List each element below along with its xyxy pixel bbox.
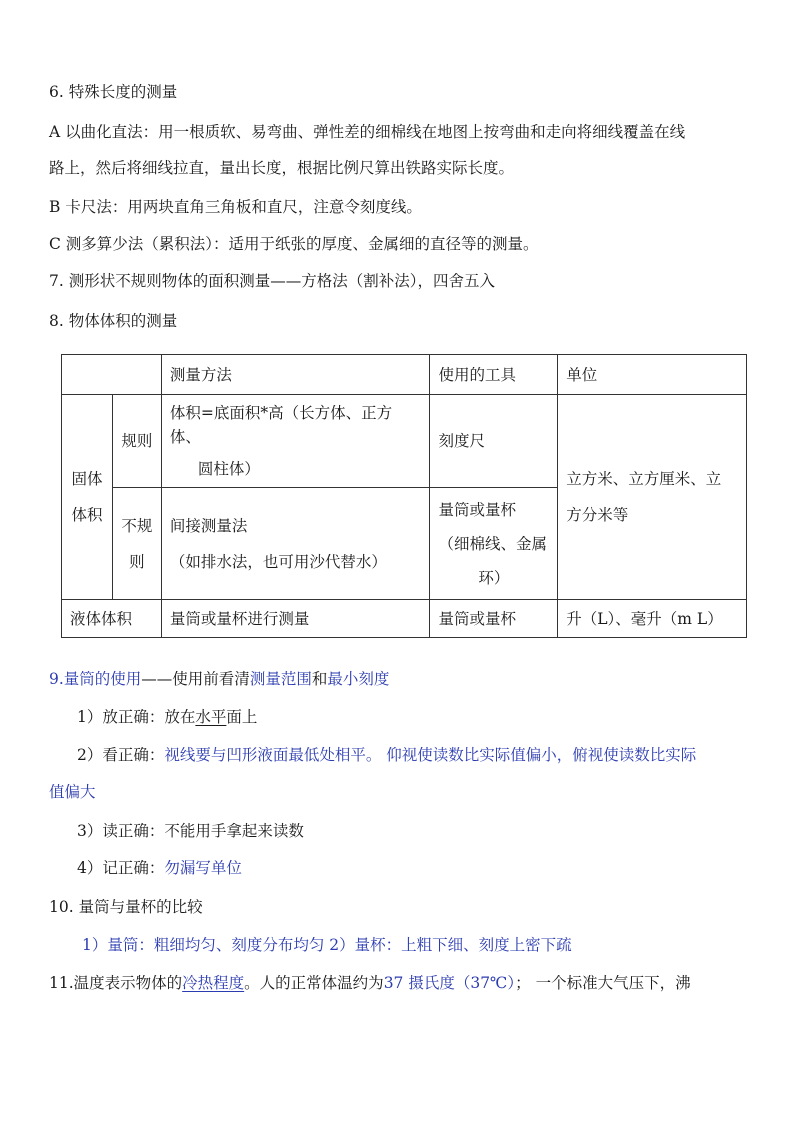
- liquid-method: 量筒或量杯进行测量: [161, 600, 430, 638]
- section-9-item-4: [77, 857, 242, 879]
- liquid-unit: 升（L）、毫升（m L）: [558, 600, 747, 638]
- volume-table: [61, 354, 747, 638]
- s9-t4: 和: [311, 670, 328, 688]
- table-row-liquid: [62, 600, 747, 638]
- regular-tool: 刻度尺: [430, 395, 558, 488]
- s9-t3: 测量范围: [249, 670, 312, 688]
- irregular-tool-line-3: 环）: [478, 568, 510, 587]
- section-9-item-1: [77, 706, 257, 728]
- irregular-method-line-2: （如排水法，也可用沙代替水）: [169, 552, 387, 571]
- section-8-title: 8. 物体体积的测量: [49, 312, 178, 330]
- section-6-b: B 卡尺法：用两块直角三角板和直尺，注意令刻度线。: [49, 198, 422, 216]
- regular-method-line-2: 圆柱体）: [197, 460, 260, 478]
- header-tool: 使用的工具: [430, 355, 558, 395]
- section-9-item-2: [77, 744, 696, 766]
- section-6-a-line-1: A 以曲化直法：用一根质软、易弯曲、弹性差的细棉线在地图上按弯曲和走向将细线覆盖在线: [49, 123, 686, 141]
- liquid-tool: 量筒或量杯: [430, 600, 558, 638]
- solid-volume-label: [62, 395, 113, 600]
- irregular-method-line-1: 间接测量法: [169, 516, 248, 535]
- solid-label-line-1: 固体: [71, 470, 103, 488]
- solid-label-line-2: 体积: [71, 506, 103, 524]
- table-header-row: [62, 355, 747, 395]
- s11-c: 。人的正常体温约为: [244, 974, 384, 992]
- irregular-label-line-2: 则: [129, 552, 145, 571]
- irregular-tool-line-1: 量筒或量杯: [438, 500, 516, 519]
- s9-t1: 9.量筒的使用: [49, 670, 142, 688]
- solid-unit: [558, 395, 747, 600]
- header-unit: 单位: [558, 355, 747, 395]
- irregular-label: [112, 488, 161, 600]
- solid-unit-line-2: 方分米等: [566, 506, 629, 524]
- section-6-title: 6. 特殊长度的测量: [49, 83, 178, 101]
- irregular-label-line-1: 不规: [121, 516, 153, 535]
- section-9-title: [49, 668, 389, 690]
- section-10-title: 10. 量筒与量杯的比较: [49, 898, 203, 916]
- s9-t5: 最小刻度: [327, 670, 390, 688]
- solid-unit-line-1: 立方米、立方厘米、立: [566, 470, 722, 488]
- section-9-item-2-cont: 值偏大: [49, 783, 96, 801]
- s9-i1a: 1）放正确：放在: [77, 708, 196, 726]
- irregular-tool-line-2: （细棉线、金属: [438, 534, 547, 553]
- s9-i1c: 面上: [226, 708, 258, 726]
- s9-i2b: 视线要与凹形液面最低处相平。 仰视使读数比实际值偏小，俯视使读数比实际: [164, 746, 697, 764]
- liquid-label: 液体体积: [62, 600, 162, 638]
- s9-t2: ——使用前看清: [141, 670, 250, 688]
- section-11: [49, 972, 691, 994]
- s11-b: 冷热程度: [182, 974, 245, 992]
- s11-d: 37 摄氏度（37℃）: [383, 974, 516, 992]
- s9-i1b: 水平: [195, 708, 227, 726]
- header-method: 测量方法: [161, 355, 430, 395]
- header-empty-cell: [62, 355, 162, 395]
- irregular-tool: [430, 488, 558, 600]
- regular-label: 规则: [112, 395, 161, 488]
- irregular-method: [161, 488, 430, 600]
- s11-a: 11.温度表示物体的: [49, 974, 183, 992]
- regular-method-line-1: 体积=底面积*高（长方体、正方体、: [169, 404, 393, 446]
- s11-e: ； 一个标准大气压下，沸: [515, 974, 691, 992]
- section-6-a-line-2: 路上，然后将细线拉直，量出长度，根据比例尺算出铁路实际长度。: [49, 159, 515, 177]
- s9-i4b: 勿漏写单位: [164, 859, 242, 877]
- regular-method: [161, 395, 430, 488]
- section-7: 7. 测形状不规则物体的面积测量——方格法（割补法），四舍五入: [49, 272, 495, 290]
- section-9-item-3: 3）读正确：不能用手拿起来读数: [77, 822, 304, 840]
- s9-i2a: 2）看正确：: [77, 746, 165, 764]
- s9-i4a: 4）记正确：: [77, 859, 165, 877]
- table-row-regular: [62, 395, 747, 488]
- section-10-line: 1）量筒：粗细均匀、刻度分布均匀 2）量杯：上粗下细、刻度上密下疏: [82, 936, 572, 954]
- section-6-c: C 测多算少法（累积法）：适用于纸张的厚度、金属细的直径等的测量。: [49, 235, 539, 253]
